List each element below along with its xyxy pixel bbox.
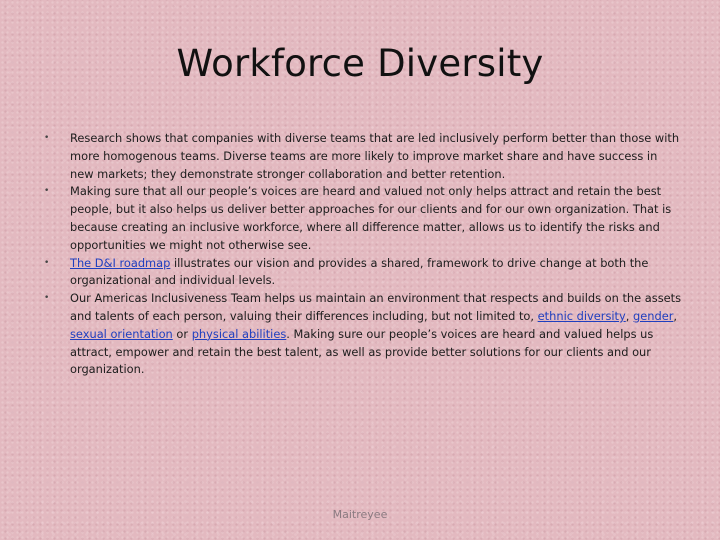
bullet-dot-icon: • xyxy=(44,186,50,197)
bullet-text: . Making sure our people’s voices are heard and valued helps us attract, empower and retain the best talent, as well as provide better solutions for our clients and our organization. xyxy=(70,326,654,377)
bullet-research xyxy=(42,130,682,183)
bullet-dot-icon: • xyxy=(44,257,50,268)
separator: or xyxy=(172,326,192,341)
sexual-orientation-link[interactable]: sexual orientation xyxy=(70,326,173,341)
ethnic-diversity-link[interactable]: ethnic diversity xyxy=(537,308,626,323)
slide-title: Workforce Diversity xyxy=(176,42,544,85)
bullet-text: Our Americas Inclusiveness Team helps us maintain an environment that respects and builds on the assets and talents of each person, valuing their differences including, but not limited to, xyxy=(70,291,682,323)
gender-link[interactable]: gender xyxy=(633,308,674,323)
bullet-text: Research shows that companies with diverse teams that are led inclusively perform better than those with more homogenous teams. Diverse teams are more likely to improve market share and have success in new markets; they demonstrate stronger collaboration and better retention. xyxy=(70,131,680,181)
bullet-voices xyxy=(42,183,682,254)
bullet-roadmap xyxy=(42,255,682,291)
roadmap-link[interactable]: The D&I roadmap xyxy=(70,255,171,270)
physical-abilities-link[interactable]: physical abilities xyxy=(191,326,287,341)
bullet-text: Making sure that all our people’s voices are heard and valued not only helps attract and retain the best people, but it also helps us deliver better approaches for our clients and for our own organization. That is because creating an inclusive workforce, where all difference matter, allows us to identify the risks and opportunities we might not otherwise see. xyxy=(70,184,672,252)
slide-footer: Maitreyee xyxy=(332,508,388,521)
bullet-dot-icon: • xyxy=(44,293,50,304)
bullet-text: illustrates our vision and provides a shared, framework to drive change at both the organizational and individual levels. xyxy=(70,255,649,288)
bullet-inclusiveness-team xyxy=(42,290,682,379)
bullet-list xyxy=(42,130,682,379)
separator: , xyxy=(673,308,678,323)
separator: , xyxy=(625,308,634,323)
bullet-dot-icon: • xyxy=(44,133,50,143)
